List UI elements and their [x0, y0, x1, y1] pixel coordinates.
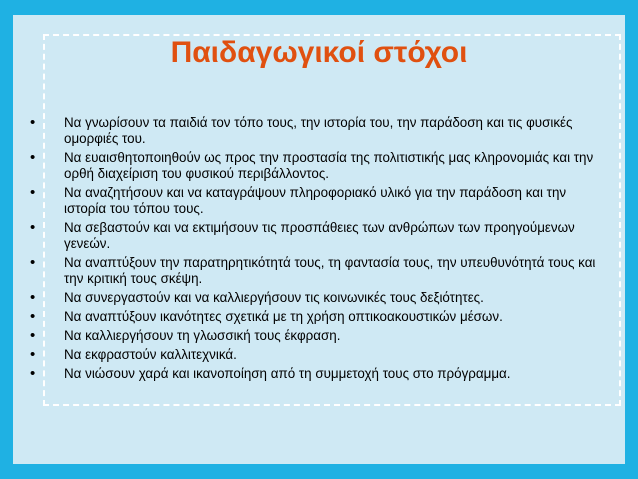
list-item-text: Να συνεργαστούν και να καλλιεργήσουν τις κοινωνικές τους δεξιότητες.: [64, 290, 484, 305]
list-item-text: Να σεβαστούν και να εκτιμήσουν τις προσπάθειες των ανθρώπων των προηγούμενων γενεών.: [64, 220, 575, 251]
list-item-text: Να καλλιεργήσουν τη γλωσσική τους έκφραση.: [64, 328, 341, 343]
list-item-text: Να νιώσουν χαρά και ικανοποίηση από τη συμμετοχή τους στο πρόγραμμα.: [64, 366, 511, 381]
list-item: [30, 255, 610, 287]
list-item-text: Να αναπτύξουν την παρατηρητικότητά τους, τη φαντασία τους, την υπευθυνότητά τους και την κριτική τους σκέψη.: [64, 255, 596, 286]
bullet-icon: •: [30, 327, 36, 344]
bullet-icon: •: [30, 346, 36, 363]
list-item: [30, 185, 610, 217]
slide-title: Παιδαγωγικοί στόχοι: [170, 36, 468, 69]
bullet-icon: •: [30, 219, 36, 236]
bullet-icon: •: [30, 149, 36, 166]
objectives-list: [30, 115, 610, 385]
list-item: [30, 115, 610, 147]
list-item: [30, 366, 610, 382]
list-item: [30, 309, 610, 325]
list-item-text: Να αναπτύξουν ικανότητες σχετικά με τη χρήση οπτικοακουστικών μέσων.: [64, 309, 503, 324]
bullet-icon: •: [30, 365, 36, 382]
list-item: [30, 347, 610, 363]
list-item-text: Να αναζητήσουν και να καταγράψουν πληροφοριακό υλικό για την παράδοση και την ιστορία του τόπου τους.: [64, 185, 567, 216]
list-item-text: Να ευαισθητοποιηθούν ως προς την προστασία της πολιτιστικής μας κληρονομιάς και την ορθή διαχείριση του φυσικού περιβάλλοντος.: [64, 150, 594, 181]
list-item: [30, 290, 610, 306]
bullet-icon: •: [30, 114, 36, 131]
list-item-text: Να γνωρίσουν τα παιδιά τον τόπο τους, την ιστορία του, την παράδοση και τις φυσικές ομορφιές του.: [64, 115, 573, 146]
list-item: [30, 220, 610, 252]
list-item: [30, 150, 610, 182]
bullet-icon: •: [30, 184, 36, 201]
bullet-icon: •: [30, 289, 36, 306]
list-item-text: Να εκφραστούν καλλιτεχνικά.: [64, 347, 237, 362]
bullet-icon: •: [30, 308, 36, 325]
list-item: [30, 328, 610, 344]
bullet-icon: •: [30, 254, 36, 271]
